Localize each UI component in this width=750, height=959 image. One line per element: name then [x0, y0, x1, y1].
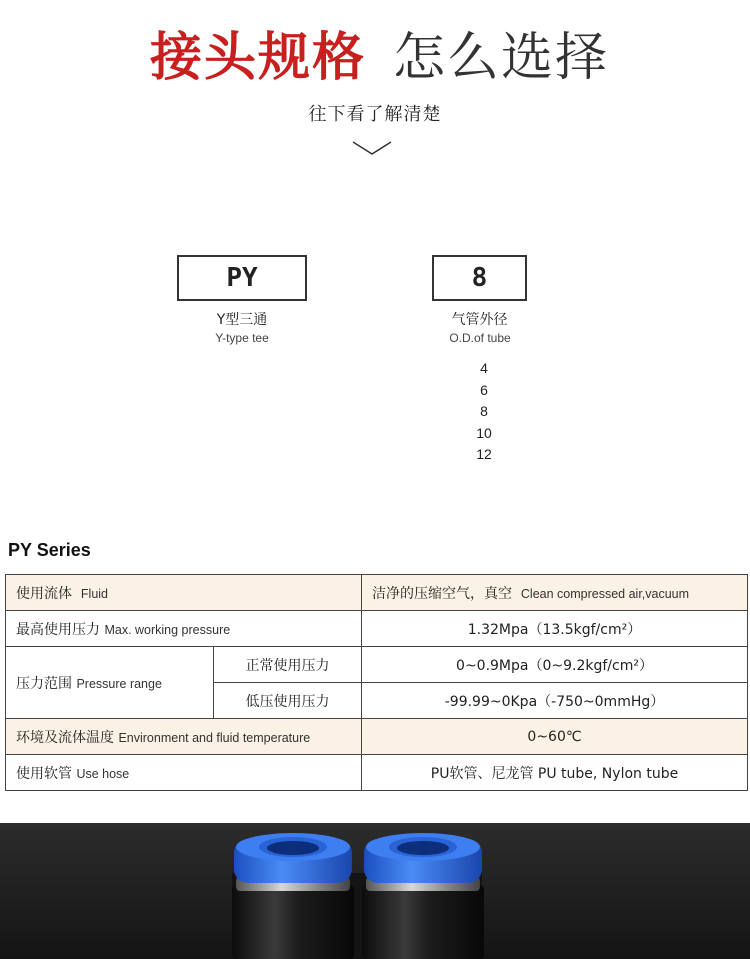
size-item: 4: [480, 360, 488, 376]
series-title: PY Series: [8, 540, 91, 560]
size-item: 12: [476, 446, 492, 462]
row-value: 1.32Mpa（13.5kgf/cm²）: [362, 611, 748, 647]
od-caption-en: O.D.of tube: [449, 331, 511, 345]
title-rest: 怎么选择: [393, 28, 610, 88]
spec-table: [5, 574, 748, 791]
size-item: 6: [480, 381, 488, 398]
product-photo: [0, 823, 750, 959]
row-label: 环境及流体温度 Environment and fluid temperature: [6, 719, 362, 755]
row-sublabel: 低压使用压力: [214, 683, 362, 719]
row-value: 0~60℃: [362, 719, 748, 755]
row-value: 洁净的压缩空气，真空 Clean compressed air,vacuum: [362, 575, 748, 611]
type-code-box: PY: [177, 255, 307, 301]
row-label: 使用流体 Fluid: [6, 575, 362, 611]
table-row: [6, 575, 748, 611]
row-label: 最高使用压力 Max. working pressure: [6, 611, 362, 647]
table-row: [6, 647, 748, 683]
type-caption-cn: Y型三通: [216, 312, 268, 328]
row-sublabel: 正常使用压力: [214, 647, 362, 683]
subtitle: 往下看了解清楚: [308, 104, 442, 125]
row-value: PU软管、尼龙管 PU tube, Nylon tube: [362, 755, 748, 791]
size-item: 10: [476, 424, 492, 441]
size-item: 8: [480, 403, 488, 419]
row-label: 压力范围 Pressure range: [6, 647, 214, 719]
row-value: -99.99~0Kpa（-750~0mmHg）: [362, 683, 748, 719]
row-label: 使用软管 Use hose: [6, 755, 362, 791]
row-value: 0~0.9Mpa（0~9.2kgf/cm²）: [362, 647, 748, 683]
size-list: [454, 358, 514, 466]
title-emphasis: 接头规格: [150, 28, 367, 88]
od-code-box: 8: [432, 255, 527, 301]
chevron-down-icon: [352, 138, 392, 158]
table-row: [6, 755, 748, 791]
table-row: [6, 719, 748, 755]
type-caption-en: Y-type tee: [215, 331, 269, 345]
fitting-illustration: [0, 823, 750, 959]
od-caption-cn: 气管外径: [451, 312, 508, 328]
table-row: [6, 611, 748, 647]
